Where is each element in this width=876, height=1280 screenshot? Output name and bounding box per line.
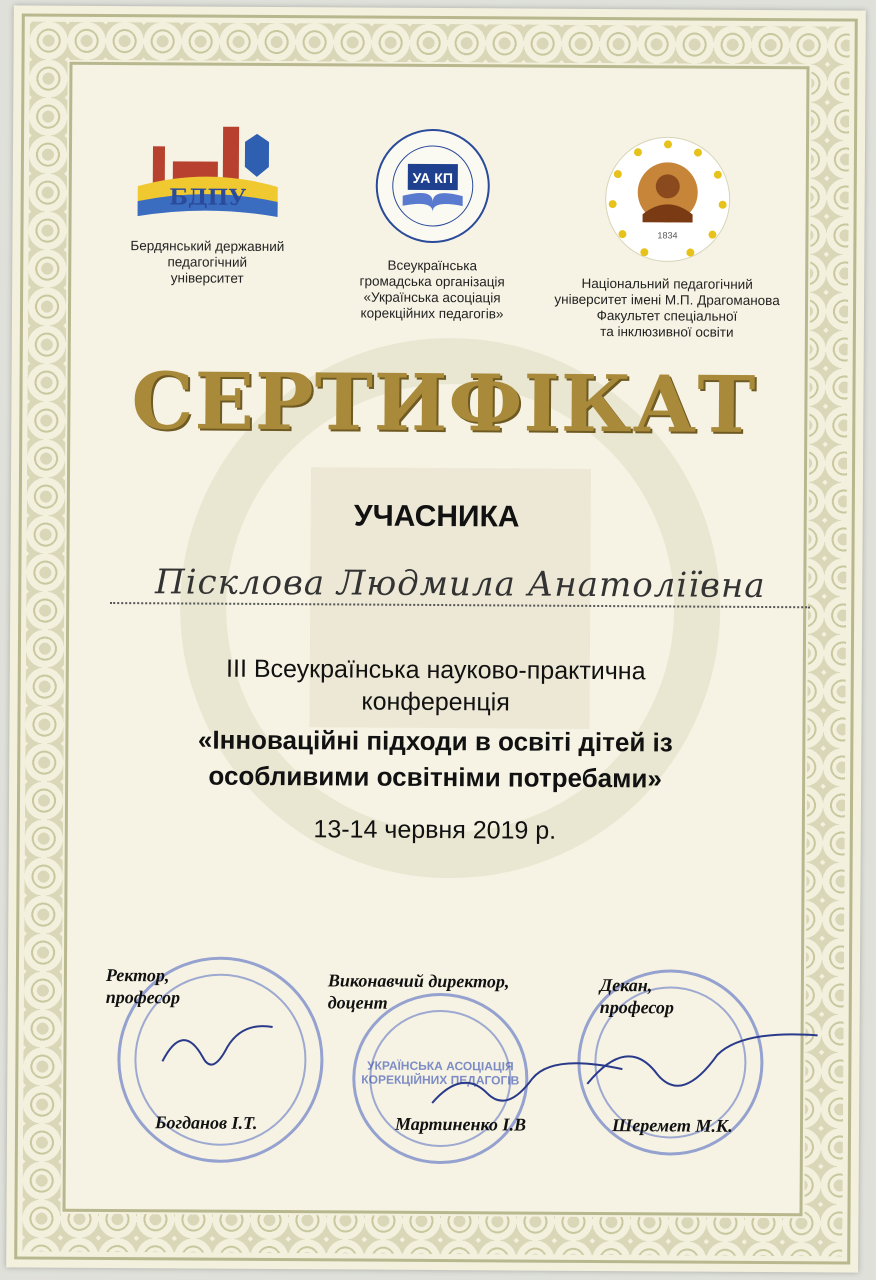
- uakp-mark-text: УА КП: [412, 169, 453, 187]
- signature-1-title-line-2: професор: [105, 986, 181, 1008]
- conference-title-line-2: особливими освітніми потребами»: [208, 760, 662, 794]
- signature-1-title: [106, 964, 180, 1008]
- certificate-sheet: [6, 5, 866, 1272]
- conference-line-2: конференція: [361, 687, 510, 717]
- rector-signature: [157, 1016, 277, 1077]
- signature-2-title-line-2: доцент: [327, 992, 388, 1013]
- bdpu-mark-text: БДПУ: [169, 184, 247, 211]
- signature-3-title-line-1: Декан,: [599, 975, 653, 996]
- signature-2-title: [328, 969, 510, 1014]
- signature-3-title: [600, 974, 674, 1018]
- signature-2-title-line-1: Виконавчий директор,: [327, 970, 510, 992]
- npu-caption-1: Національний педагогічний: [581, 275, 753, 292]
- signature-3-title-line-2: професор: [599, 997, 675, 1018]
- bdpu-caption-1: Бердянський державний: [130, 238, 285, 255]
- signature-1-title-line-1: Ректор,: [105, 964, 170, 986]
- npu-year: 1834: [657, 230, 678, 241]
- npu-logo: [547, 134, 788, 341]
- participant-name: Пісклова Людмила Анатоліївна: [154, 562, 766, 607]
- bdpu-caption-2: педагогічний: [167, 254, 248, 270]
- certificate-subtitle: УЧАСНИКА: [353, 499, 520, 534]
- signature-2-name: Мартиненко І.В: [394, 1113, 527, 1135]
- bdpu-caption-3: університет: [170, 270, 244, 286]
- npu-emblem-icon: [602, 134, 733, 265]
- uakp-caption-2: громадська організація: [359, 273, 505, 290]
- signature-1-name: Богданов І.Т.: [154, 1112, 258, 1133]
- dean-signature: [577, 1029, 827, 1101]
- uakp-emblem-icon: [372, 126, 493, 247]
- association-stamp-text: УКРАЇНСЬКА АСОЦІАЦІЯ КОРЕКЦІЙНИХ ПЕДАГОГІВ: [361, 1058, 520, 1088]
- uakp-caption-4: корекційних педагогів»: [360, 305, 504, 322]
- npu-caption-4: та інклюзивної освіти: [600, 323, 734, 340]
- uakp-logo: [337, 125, 528, 322]
- bdpu-logo: [112, 116, 303, 287]
- npu-caption-3: Факультет спеціальної: [596, 307, 738, 324]
- signature-3-name: Шеремет М.К.: [611, 1115, 733, 1136]
- conference-date: 13-14 червня 2019 р.: [313, 815, 557, 845]
- conference-title-line-1: «Інноваційні підходи в освіті дітей із: [197, 724, 673, 758]
- uakp-caption-3: «Українська асоціація: [363, 289, 501, 306]
- certificate-title: СЕРТИФІКАТ: [131, 356, 757, 451]
- npu-caption-2: університет імені М.П. Драгоманова: [554, 291, 780, 309]
- bdpu-emblem-icon: [133, 116, 284, 227]
- uakp-caption-1: Всеукраїнська: [387, 257, 478, 274]
- conference-line-1: ІІІ Всеукраїнська науково-практична: [226, 654, 646, 686]
